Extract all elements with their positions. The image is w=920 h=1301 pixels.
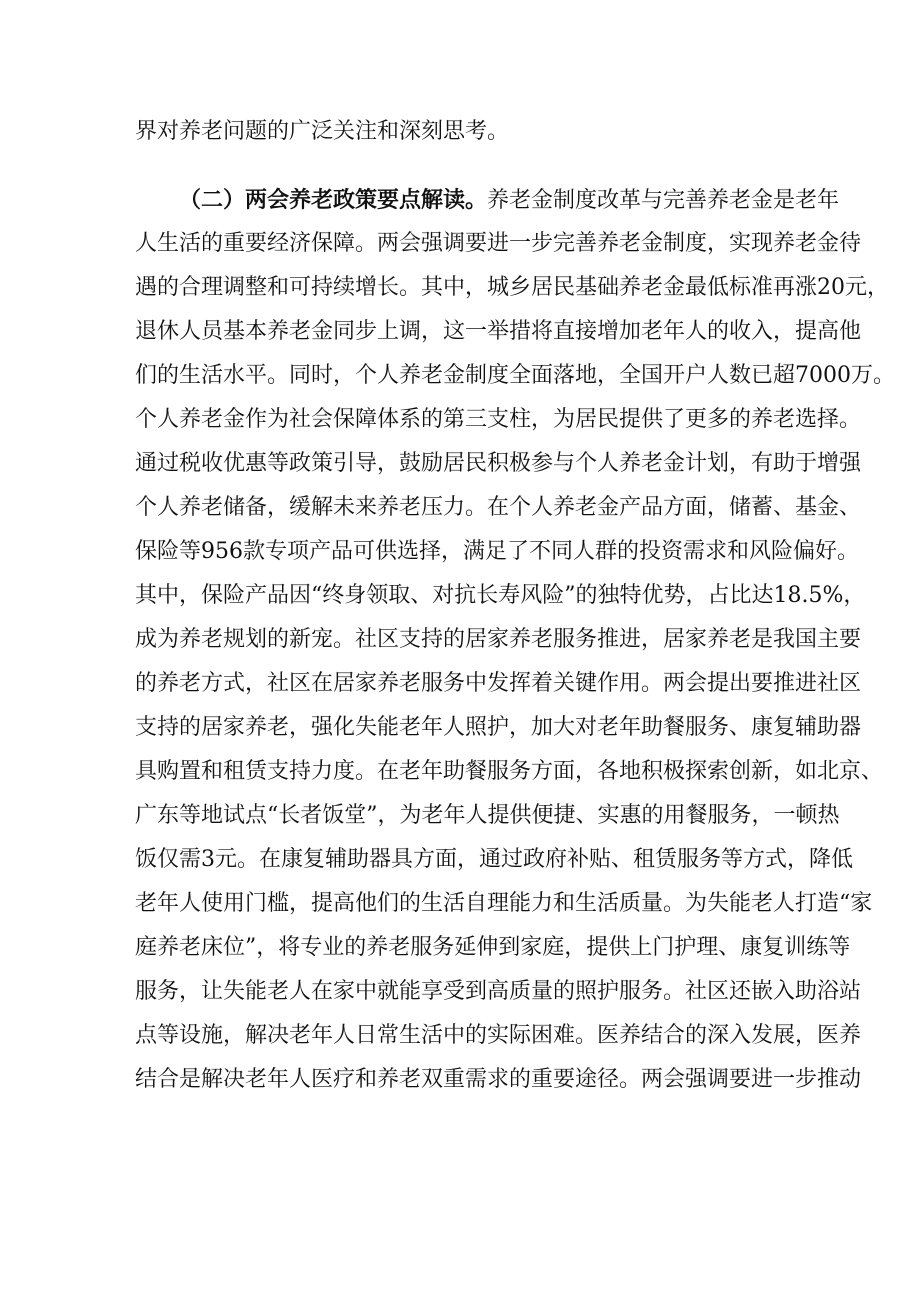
paragraph-line: 个人养老储备，缓解未来养老压力。在个人养老金产品方面，储蓄、基金、 xyxy=(135,495,862,520)
paragraph-line: 支持的居家养老，强化失能老年人照护，加大对老年助餐服务、康复辅助器 xyxy=(135,715,862,740)
paragraph-line: 界对养老问题的广泛关注和深刻思考。 xyxy=(135,119,510,144)
paragraph-line: 的养老方式，社区在居家养老服务中发挥着关键作用。两会提出要推进社区 xyxy=(135,671,862,696)
paragraph-line: 广东等地试点“长者饭堂”，为老年人提供便捷、实惠的用餐服务，一顿热 xyxy=(135,803,840,828)
paragraph-line: 遇的合理调整和可持续增长。其中，城乡居民基础养老金最低标准再涨20元， xyxy=(135,275,889,300)
paragraph-line: 人生活的重要经济保障。两会强调要进一步完善养老金制度，实现养老金待 xyxy=(135,231,862,256)
paragraph-line: 具购置和租赁支持力度。在老年助餐服务方面，各地积极探索创新，如北京、 xyxy=(135,759,884,784)
paragraph-line: 个人养老金作为社会保障体系的第三支柱，为居民提供了更多的养老选择。 xyxy=(135,407,862,432)
paragraph-line: 们的生活水平。同时，个人养老金制度全面落地，全国开户人数已超7000万。 xyxy=(135,363,895,388)
paragraph-line: 退休人员基本养老金同步上调，这一举措将直接增加老年人的收入，提高他 xyxy=(135,319,862,344)
paragraph-line: 点等设施，解决老年人日常生活中的实际困难。医养结合的深入发展，医养 xyxy=(135,1023,862,1048)
paragraph-text: 养老金制度改革与完善养老金是老年 xyxy=(487,188,840,213)
paragraph-line: 服务，让失能老人在家中就能享受到高质量的照护服务。社区还嵌入助浴站 xyxy=(135,979,862,1004)
section-heading: （二）两会养老政策要点解读。 xyxy=(179,187,488,213)
paragraph-line: 结合是解决老年人医疗和养老双重需求的重要途径。两会强调要进一步推动 xyxy=(135,1067,862,1092)
paragraph-line: 饭仅需3元。在康复辅助器具方面，通过政府补贴、租赁服务等方式，降低 xyxy=(135,847,853,872)
paragraph-line: 老年人使用门槛，提高他们的生活自理能力和生活质量。为失能老人打造“家 xyxy=(135,891,873,916)
section-heading-line xyxy=(135,180,840,220)
paragraph-line: 庭养老床位”，将专业的养老服务延伸到家庭，提供上门护理、康复训练等 xyxy=(135,935,851,960)
paragraph-line: 通过税收优惠等政策引导，鼓励居民积极参与个人养老金计划，有助于增强 xyxy=(135,451,862,476)
paragraph-line: 成为养老规划的新宠。社区支持的居家养老服务推进，居家养老是我国主要 xyxy=(135,627,862,652)
paragraph-line: 其中，保险产品因“终身领取、对抗长寿风险”的独特优势，占比达18.5%， xyxy=(135,583,866,608)
paragraph-line: 保险等956款专项产品可供选择，满足了不同人群的投资需求和风险偏好。 xyxy=(135,539,859,564)
